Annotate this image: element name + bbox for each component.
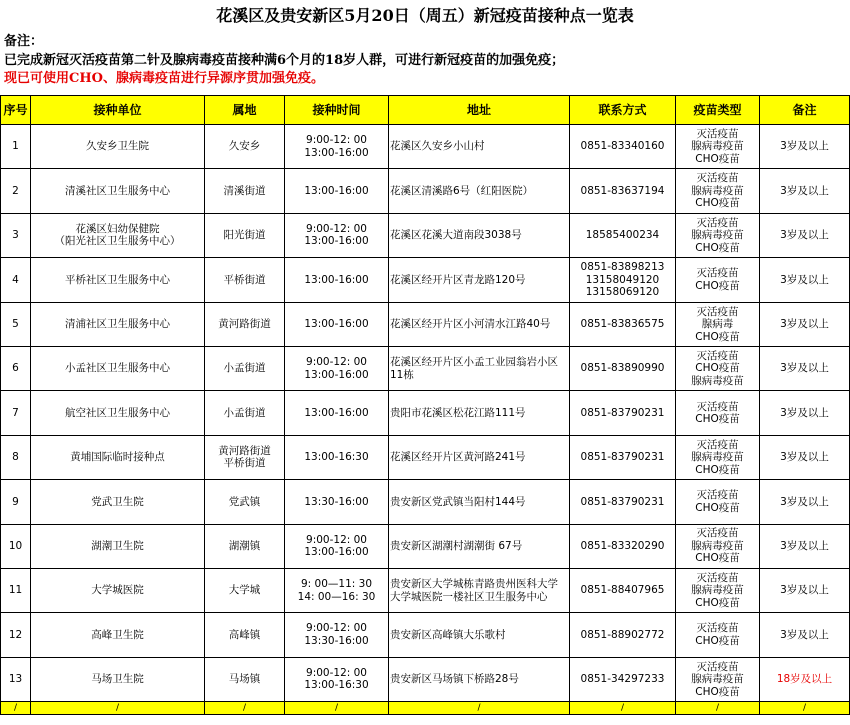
cell-unit-line: 马场卫生院: [91, 673, 144, 686]
cell-contact-line: 0851-83890990: [580, 362, 665, 375]
cell-vaccine-type-line: 灭活疫苗: [696, 571, 739, 584]
cell-address: 花溪区花溪大道南段3038号: [389, 213, 570, 257]
cell-vaccine-type: [676, 480, 760, 524]
cell-remark: 3岁及以上: [760, 346, 850, 390]
cell-contact: [570, 657, 676, 701]
cell-area-line: 平桥街道: [223, 273, 266, 286]
table-row: [1, 258, 850, 302]
cell-time: [285, 480, 389, 524]
cell-contact: [570, 568, 676, 612]
cell-area: [205, 524, 285, 568]
cell-contact: [570, 391, 676, 435]
cell-time-line: 9:00-12: 00: [306, 533, 367, 546]
table-row: [1, 613, 850, 657]
cell-time: [285, 657, 389, 701]
cell-vaccine-type: [676, 346, 760, 390]
cell-vaccine-type: [676, 302, 760, 346]
cell-address: 花溪区经开片区小河清水江路40号: [389, 302, 570, 346]
header-area: 属地: [205, 96, 285, 125]
cell-remark: 3岁及以上: [760, 169, 850, 213]
table-footer-row: [1, 702, 850, 715]
cell-remark: 3岁及以上: [760, 435, 850, 479]
cell-remark: 3岁及以上: [760, 302, 850, 346]
cell-vaccine-type-line: 腺病毒疫苗: [691, 229, 744, 242]
cell-area: [205, 613, 285, 657]
header-no: 序号: [1, 96, 31, 125]
cell-area-line: 党武镇: [228, 495, 261, 508]
cell-time-line: 9:00-12: 00: [306, 356, 367, 369]
cell-unit: [31, 391, 205, 435]
cell-vaccine-type-line: CHO疫苗: [695, 279, 740, 292]
cell-area: [205, 657, 285, 701]
cell-unit: [31, 346, 205, 390]
cell-address: 贵安新区马场镇下桥路28号: [389, 657, 570, 701]
cell-unit-line: 花溪区妇幼保健院: [75, 222, 160, 235]
cell-area-line: 久安乡: [228, 140, 261, 153]
cell-vaccine-type: [676, 169, 760, 213]
cell-no: 12: [1, 613, 31, 657]
cell-no: 4: [1, 258, 31, 302]
cell-vaccine-type-line: 腺病毒疫苗: [691, 184, 744, 197]
cell-contact-line: 13158069120: [585, 286, 660, 299]
cell-time-line: 13:00-16:00: [304, 235, 369, 248]
cell-vaccine-type-line: 灭活疫苗: [696, 622, 739, 635]
notes-line-1: 已完成新冠灭活疫苗第二针及腺病毒疫苗接种满6个月的18岁人群，可进行新冠疫苗的加强免疫；: [4, 52, 565, 68]
cell-vaccine-type: [676, 568, 760, 612]
cell-vaccine-type-line: CHO疫苗: [695, 552, 740, 565]
table-row: [1, 524, 850, 568]
cell-vaccine-type-line: CHO疫苗: [695, 362, 740, 375]
footer-cell: /: [1, 702, 31, 715]
cell-area-line: 阳光街道: [223, 229, 266, 242]
footer-cell: /: [676, 702, 760, 715]
cell-time: [285, 213, 389, 257]
cell-contact: [570, 524, 676, 568]
cell-no: 5: [1, 302, 31, 346]
cell-time: [285, 125, 389, 169]
cell-address: 贵安新区党武镇当阳村144号: [389, 480, 570, 524]
cell-no: 13: [1, 657, 31, 701]
cell-no: 9: [1, 480, 31, 524]
cell-no: 2: [1, 169, 31, 213]
cell-unit: [31, 258, 205, 302]
cell-time: [285, 169, 389, 213]
cell-area: [205, 125, 285, 169]
cell-time-line: 13:00-16:00: [304, 406, 369, 419]
cell-vaccine-type: [676, 435, 760, 479]
cell-vaccine-type-line: 腺病毒疫苗: [691, 451, 744, 464]
cell-contact-line: 0851-83790231: [580, 406, 665, 419]
cell-contact: [570, 346, 676, 390]
cell-area-line: 高峰镇: [228, 628, 261, 641]
cell-unit-line: 党武卫生院: [91, 495, 144, 508]
cell-remark: 3岁及以上: [760, 568, 850, 612]
cell-time: [285, 391, 389, 435]
cell-address: 贵安新区高峰镇大乐歌村: [389, 613, 570, 657]
cell-remark: 3岁及以上: [760, 391, 850, 435]
cell-time-line: 9:00-12: 00: [306, 622, 367, 635]
cell-time-line: 9:00-12: 00: [306, 134, 367, 147]
cell-time-line: 13:00-16:00: [304, 273, 369, 286]
cell-remark: 3岁及以上: [760, 524, 850, 568]
cell-no: 11: [1, 568, 31, 612]
cell-vaccine-type-line: CHO疫苗: [695, 241, 740, 254]
cell-contact-line: 13158049120: [585, 273, 660, 286]
cell-vaccine-type-line: 腺病毒疫苗: [691, 673, 744, 686]
cell-contact-line: 0851-83637194: [580, 184, 665, 197]
cell-vaccine-type-line: 灭活疫苗: [696, 400, 739, 413]
cell-unit-line: 大学城医院: [91, 584, 144, 597]
cell-no: 7: [1, 391, 31, 435]
cell-contact: [570, 125, 676, 169]
header-unit: 接种单位: [31, 96, 205, 125]
cell-vaccine-type: [676, 125, 760, 169]
cell-vaccine-type-line: 灭活疫苗: [696, 172, 739, 185]
cell-vaccine-type: [676, 391, 760, 435]
cell-address: 花溪区经开片区小孟工业园翁岩小区11栋: [389, 346, 570, 390]
cell-vaccine-type-line: 灭活疫苗: [696, 527, 739, 540]
footer-cell: /: [760, 702, 850, 715]
cell-vaccine-type-line: 腺病毒疫苗: [691, 584, 744, 597]
cell-unit-line: 高峰卫生院: [91, 628, 144, 641]
cell-vaccine-type-line: 灭活疫苗: [696, 438, 739, 451]
vaccination-sites-table: [0, 95, 850, 715]
cell-time-line: 13:00-16:00: [304, 184, 369, 197]
cell-area-line: 平桥街道: [223, 457, 266, 470]
table-row: [1, 657, 850, 701]
cell-area-line: 小孟街道: [223, 362, 266, 375]
cell-vaccine-type-line: 腺病毒疫苗: [691, 539, 744, 552]
cell-area-line: 黄河路街道: [218, 318, 271, 330]
header-remark: 备注: [760, 96, 850, 125]
cell-address: 贵安新区湖潮村湖潮街 67号: [389, 524, 570, 568]
header-vaccine-type: 疫苗类型: [676, 96, 760, 125]
cell-vaccine-type: [676, 613, 760, 657]
cell-unit: [31, 613, 205, 657]
footer-cell: /: [205, 702, 285, 715]
cell-address: 花溪区经开片区青龙路120号: [389, 258, 570, 302]
cell-time-line: 13:00-16:00: [304, 546, 369, 559]
cell-time-line: 9:00-12: 00: [306, 666, 367, 679]
cell-area-line: 大学城: [228, 584, 261, 597]
table-row: [1, 435, 850, 479]
cell-contact-line: 0851-83320290: [580, 539, 665, 552]
cell-vaccine-type-line: CHO疫苗: [695, 596, 740, 609]
cell-no: 8: [1, 435, 31, 479]
cell-vaccine-type-line: CHO疫苗: [695, 197, 740, 210]
table-row: [1, 302, 850, 346]
cell-unit-line: 清溪社区卫生服务中心: [65, 184, 170, 197]
cell-contact: [570, 302, 676, 346]
cell-vaccine-type: [676, 657, 760, 701]
cell-contact: [570, 213, 676, 257]
cell-area: [205, 568, 285, 612]
cell-unit: [31, 568, 205, 612]
cell-time-line: 9: 00—11: 30: [300, 578, 372, 591]
cell-unit-line: 平桥社区卫生服务中心: [65, 273, 170, 286]
cell-unit: [31, 213, 205, 257]
table-row: [1, 480, 850, 524]
cell-unit: [31, 302, 205, 346]
cell-contact-line: 0851-83790231: [580, 495, 665, 508]
cell-time-line: 13:00-16:00: [304, 318, 369, 330]
cell-area: [205, 302, 285, 346]
cell-vaccine-type-line: 灭活疫苗: [696, 267, 739, 280]
cell-vaccine-type-line: 灭活疫苗: [696, 305, 739, 318]
cell-time: [285, 435, 389, 479]
cell-time-line: 13:00-16:30: [304, 451, 369, 464]
cell-vaccine-type-line: CHO疫苗: [695, 463, 740, 476]
cell-vaccine-type-line: 灭活疫苗: [696, 127, 739, 140]
cell-unit-line: 小孟社区卫生服务中心: [65, 362, 170, 375]
cell-unit: [31, 435, 205, 479]
cell-area: [205, 258, 285, 302]
table-row: [1, 213, 850, 257]
cell-time: [285, 568, 389, 612]
cell-area: [205, 169, 285, 213]
cell-vaccine-type-line: CHO疫苗: [695, 330, 740, 343]
table-row: [1, 169, 850, 213]
cell-vaccine-type: [676, 213, 760, 257]
cell-contact-line: 0851-83340160: [580, 140, 665, 153]
table-row: [1, 391, 850, 435]
table-header-row: [1, 96, 850, 125]
cell-area: [205, 391, 285, 435]
cell-area-line: 马场镇: [228, 673, 261, 686]
cell-contact-line: 0851-88902772: [580, 628, 665, 641]
footer-cell: /: [285, 702, 389, 715]
cell-vaccine-type-line: 腺病毒疫苗: [691, 140, 744, 153]
cell-time-line: 13:00-16:30: [304, 679, 369, 692]
cell-area-line: 湖潮镇: [228, 539, 261, 552]
cell-contact-line: 0851-83790231: [580, 451, 665, 464]
cell-no: 1: [1, 125, 31, 169]
cell-contact-line: 0851-83836575: [580, 318, 665, 330]
cell-area: [205, 435, 285, 479]
footer-cell: /: [31, 702, 205, 715]
cell-address: 花溪区经开片区黄河路241号: [389, 435, 570, 479]
cell-area: [205, 480, 285, 524]
cell-time-line: 13:30-16:00: [304, 495, 369, 508]
cell-unit-line: 久安乡卫生院: [86, 140, 149, 153]
header-address: 地址: [389, 96, 570, 125]
cell-area-line: 清溪街道: [223, 184, 266, 197]
cell-no: 10: [1, 524, 31, 568]
cell-time-line: 14: 00—16: 30: [297, 590, 376, 603]
cell-contact-line: 0851-83898213: [580, 261, 665, 274]
table-row: [1, 568, 850, 612]
cell-contact-line: 0851-88407965: [580, 584, 665, 597]
cell-area: [205, 213, 285, 257]
cell-unit-line: 清浦社区卫生服务中心: [65, 318, 170, 330]
cell-time: [285, 524, 389, 568]
header-contact: 联系方式: [570, 96, 676, 125]
notes-label: 备注：: [4, 34, 44, 49]
table-row: [1, 125, 850, 169]
cell-area: [205, 346, 285, 390]
header-time: 接种时间: [285, 96, 389, 125]
cell-vaccine-type: [676, 258, 760, 302]
table-body: [1, 125, 850, 715]
footer-cell: /: [389, 702, 570, 715]
cell-vaccine-type-line: CHO疫苗: [695, 413, 740, 426]
cell-remark: 3岁及以上: [760, 213, 850, 257]
cell-contact-line: 0851-34297233: [580, 673, 665, 686]
cell-unit-line: 黄埔国际临时接种点: [70, 451, 165, 464]
table-row: [1, 346, 850, 390]
cell-remark: 18岁及以上: [760, 657, 850, 701]
cell-unit: [31, 524, 205, 568]
cell-vaccine-type-line: 灭活疫苗: [696, 349, 739, 362]
cell-address: 贵安新区大学城栋青路贵州医科大学大学城医院一楼社区卫生服务中心: [389, 568, 570, 612]
cell-unit-line: （阳光社区卫生服务中心）: [54, 235, 181, 248]
cell-unit: [31, 125, 205, 169]
cell-time-line: 13:00-16:00: [304, 146, 369, 159]
cell-area-line: 小孟街道: [223, 406, 266, 419]
cell-remark: 3岁及以上: [760, 258, 850, 302]
page-title: 花溪区及贵安新区5月20日（周五）新冠疫苗接种点一览表: [216, 6, 634, 25]
cell-unit: [31, 169, 205, 213]
cell-remark: 3岁及以上: [760, 125, 850, 169]
cell-address: 花溪区清溪路6号（红阳医院）: [389, 169, 570, 213]
cell-vaccine-type-line: 腺病毒疫苗: [691, 374, 744, 387]
cell-area-line: 黄河路街道: [218, 444, 271, 457]
cell-vaccine-type-line: 灭活疫苗: [696, 216, 739, 229]
cell-vaccine-type-line: CHO疫苗: [695, 634, 740, 647]
cell-time: [285, 258, 389, 302]
cell-vaccine-type-line: 灭活疫苗: [696, 489, 739, 502]
cell-no: 3: [1, 213, 31, 257]
cell-unit-line: 湖潮卫生院: [91, 539, 144, 552]
notes-line-2: 现已可使用CHO、腺病毒疫苗进行异源序贯加强免疫。: [4, 71, 324, 86]
cell-vaccine-type-line: 灭活疫苗: [696, 660, 739, 673]
cell-address: 贵阳市花溪区松花江路111号: [389, 391, 570, 435]
cell-vaccine-type-line: CHO疫苗: [695, 152, 740, 165]
cell-contact-line: 18585400234: [585, 229, 660, 242]
cell-time: [285, 302, 389, 346]
cell-contact: [570, 435, 676, 479]
cell-address: 花溪区久安乡小山村: [389, 125, 570, 169]
cell-unit: [31, 657, 205, 701]
cell-time-line: 9:00-12: 00: [306, 222, 367, 235]
cell-time-line: 13:30-16:00: [304, 634, 369, 647]
cell-contact: [570, 169, 676, 213]
cell-vaccine-type-line: CHO疫苗: [695, 685, 740, 698]
cell-contact: [570, 480, 676, 524]
cell-time-line: 13:00-16:00: [304, 368, 369, 381]
cell-contact: [570, 613, 676, 657]
cell-vaccine-type-line: 腺病毒: [701, 318, 734, 330]
cell-no: 6: [1, 346, 31, 390]
cell-vaccine-type-line: CHO疫苗: [695, 501, 740, 514]
cell-remark: 3岁及以上: [760, 480, 850, 524]
cell-unit: [31, 480, 205, 524]
notes-block: [4, 33, 850, 89]
cell-remark: 3岁及以上: [760, 613, 850, 657]
cell-time: [285, 346, 389, 390]
cell-unit-line: 航空社区卫生服务中心: [65, 406, 170, 419]
cell-time: [285, 613, 389, 657]
cell-contact: [570, 258, 676, 302]
footer-cell: /: [570, 702, 676, 715]
cell-vaccine-type: [676, 524, 760, 568]
